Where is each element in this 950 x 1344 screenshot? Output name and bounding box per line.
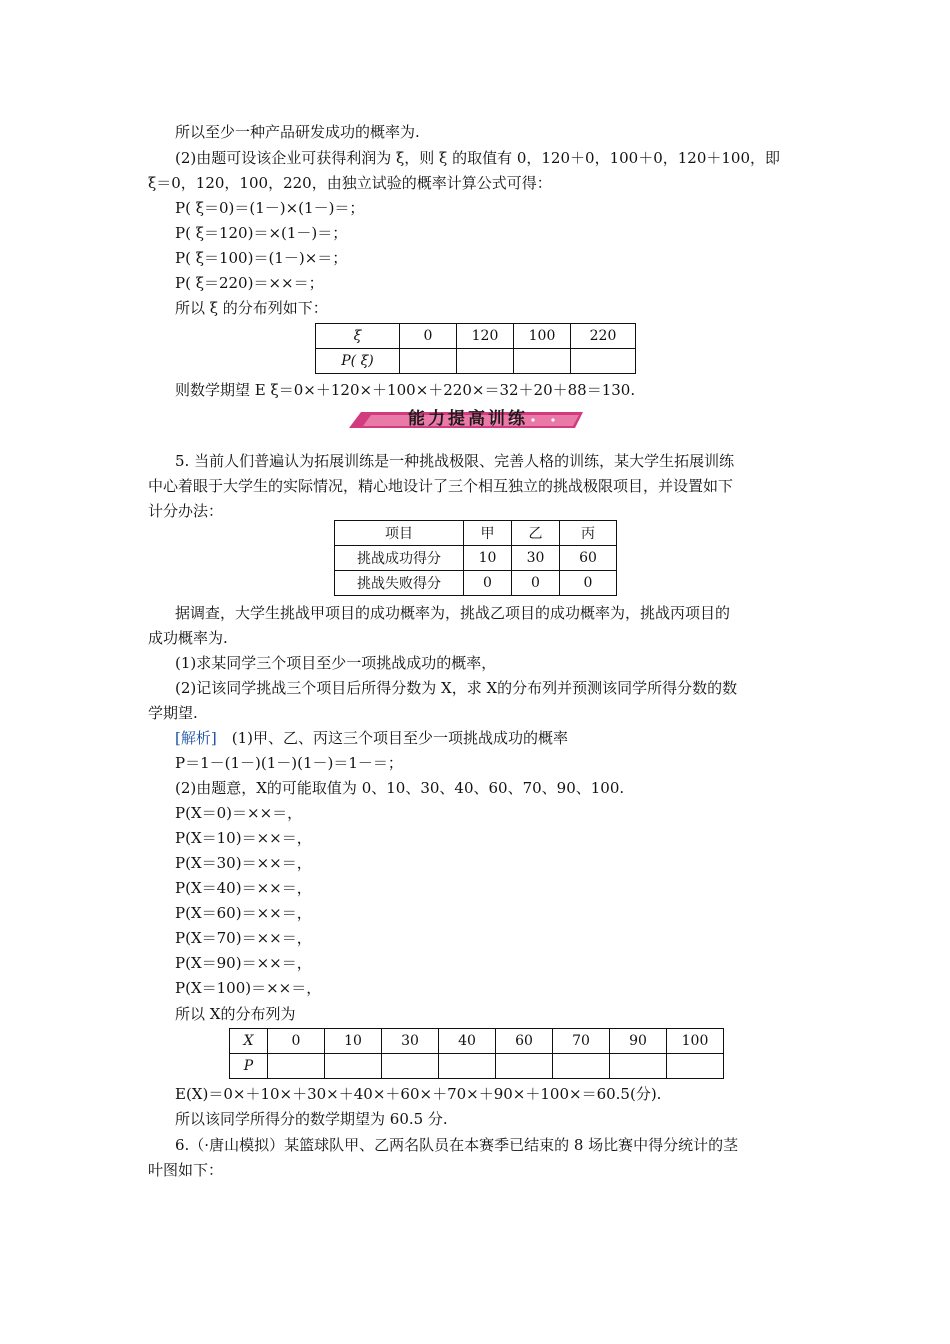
table-cell xyxy=(268,1054,325,1079)
solution-text: (1)甲、乙、丙这三个项目至少一项挑战成功的概率 xyxy=(216,729,568,747)
solution-line: 所以 X的分布列为 xyxy=(175,1005,296,1023)
text-line: 所以 ξ 的分布列如下： xyxy=(175,299,328,317)
question-text: 5. 当前人们普遍认为拓展训练是一种挑战极限、完善人格的训练，某大学生拓展训练 xyxy=(175,452,735,470)
table-cell: 100 xyxy=(667,1029,724,1054)
formula-line: P＝1－(1－)(1－)(1－)＝1－＝； xyxy=(175,754,403,772)
formula-line: P(X＝60)＝××＝， xyxy=(175,904,312,922)
table-cell: 30 xyxy=(382,1029,439,1054)
table-cell xyxy=(571,349,636,374)
table-cell: 220 xyxy=(571,324,636,349)
table-cell xyxy=(325,1054,382,1079)
table-cell: 挑战失败得分 xyxy=(335,571,464,596)
question-text: 成功概率为. xyxy=(148,629,228,647)
table-cell: 0 xyxy=(268,1029,325,1054)
expectation-line: 则数学期望 E ξ＝0×＋120×＋100×＋220×＝32＋20＋88＝130. xyxy=(175,381,636,399)
table-cell xyxy=(514,349,571,374)
table-row xyxy=(316,349,636,374)
table-cell: 项目 xyxy=(335,521,464,546)
table-cell xyxy=(382,1054,439,1079)
table-row xyxy=(230,1029,724,1054)
table-cell xyxy=(496,1054,553,1079)
formula-line: P(X＝40)＝××＝， xyxy=(175,879,312,897)
table-cell: 120 xyxy=(457,324,514,349)
table-cell: 30 xyxy=(512,546,560,571)
formula-line: P(X＝90)＝××＝， xyxy=(175,954,312,972)
banner-title: 能力提高训练 xyxy=(408,409,528,429)
table-cell: 0 xyxy=(560,571,617,596)
table-cell xyxy=(457,349,514,374)
table-cell: 90 xyxy=(610,1029,667,1054)
table-cell xyxy=(610,1054,667,1079)
table-cell: 40 xyxy=(439,1029,496,1054)
formula-line: P(X＝10)＝××＝， xyxy=(175,829,312,847)
conclusion-line: 所以该同学所得分的数学期望为 60.5 分. xyxy=(175,1110,448,1128)
solution-line: (2)由题意，X的可能取值为 0、10、30、40、60、70、90、100. xyxy=(175,779,625,797)
question-text: 6.（·唐山模拟）某篮球队甲、乙两名队员在本赛季已结束的 8 场比赛中得分统计的茎 xyxy=(175,1136,739,1154)
table-row xyxy=(335,546,617,571)
table-row xyxy=(335,571,617,596)
table-cell: 0 xyxy=(400,324,457,349)
table-cell: 挑战成功得分 xyxy=(335,546,464,571)
expectation-line: E(X)＝0×＋10×＋30×＋40×＋60×＋70×＋90×＋100×＝60.5(分). xyxy=(175,1085,662,1103)
text-line: (2)由题可设该企业可获得利润为 ξ，则 ξ 的取值有 0，120＋0，100＋0，120＋100，即 xyxy=(175,149,780,167)
formula-line: P(X＝100)＝××＝， xyxy=(175,979,322,997)
section-banner xyxy=(343,406,593,432)
table-cell: 甲 xyxy=(464,521,512,546)
table-cell: 0 xyxy=(464,571,512,596)
distribution-table-xi xyxy=(315,323,636,374)
table-row xyxy=(230,1054,724,1079)
table-cell xyxy=(400,349,457,374)
table-cell: 0 xyxy=(512,571,560,596)
table-cell xyxy=(667,1054,724,1079)
table-cell: X xyxy=(230,1029,268,1054)
question-text: (2)记该同学挑战三个项目后所得分数为 X，求 X的分布列并预测该同学所得分数的数 xyxy=(175,679,738,697)
table-cell: ξ xyxy=(316,324,400,349)
table-cell: P( ξ) xyxy=(316,349,400,374)
text-line: 所以至少一种产品研发成功的概率为. xyxy=(175,123,420,141)
solution-line xyxy=(175,728,568,748)
table-cell: 10 xyxy=(325,1029,382,1054)
solution-tag: [解析] xyxy=(175,729,217,747)
table-cell xyxy=(553,1054,610,1079)
question-text: 中心着眼于大学生的实际情况，精心地设计了三个相互独立的挑战极限项目，并设置如下 xyxy=(148,477,734,495)
question-text: (1)求某同学三个项目至少一项挑战成功的概率， xyxy=(175,654,497,672)
table-cell: P xyxy=(230,1054,268,1079)
table-cell xyxy=(439,1054,496,1079)
distribution-table-x xyxy=(229,1028,724,1079)
formula-line: P( ξ＝120)＝×(1－)＝； xyxy=(175,224,348,242)
question-text: 据调查，大学生挑战甲项目的成功概率为，挑战乙项目的成功概率为，挑战丙项目的 xyxy=(175,604,731,622)
question-text: 叶图如下： xyxy=(148,1161,224,1179)
table-row xyxy=(316,324,636,349)
formula-line: P(X＝0)＝××＝， xyxy=(175,804,303,822)
text-line: ξ＝0，120，100，220，由独立试验的概率计算公式可得： xyxy=(148,174,552,192)
formula-line: P(X＝30)＝××＝， xyxy=(175,854,312,872)
table-cell: 70 xyxy=(553,1029,610,1054)
scoring-table xyxy=(334,520,617,596)
question-text: 计分办法： xyxy=(148,502,224,520)
formula-line: P( ξ＝100)＝(1－)×＝； xyxy=(175,249,348,267)
table-cell: 100 xyxy=(514,324,571,349)
formula-line: P( ξ＝220)＝××＝； xyxy=(175,274,324,292)
table-cell: 乙 xyxy=(512,521,560,546)
table-cell: 60 xyxy=(496,1029,553,1054)
table-row xyxy=(335,521,617,546)
formula-line: P( ξ＝0)＝(1－)×(1－)＝； xyxy=(175,199,365,217)
table-cell: 丙 xyxy=(560,521,617,546)
formula-line: P(X＝70)＝××＝， xyxy=(175,929,312,947)
table-cell: 60 xyxy=(560,546,617,571)
table-cell: 10 xyxy=(464,546,512,571)
question-text: 学期望. xyxy=(148,704,198,722)
